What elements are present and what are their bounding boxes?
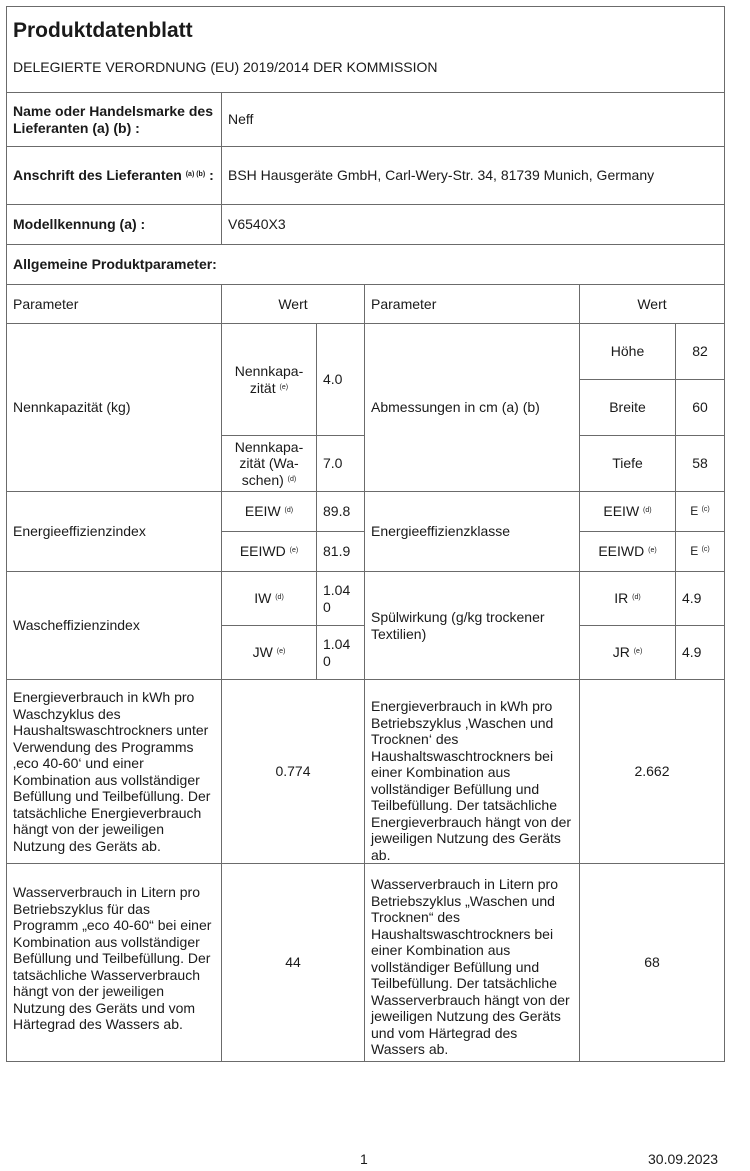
col-header-parameter-left: Parameter: [7, 285, 222, 324]
capacity-sub2-value: 7.0: [317, 436, 365, 492]
col-header-value-right: Wert: [580, 285, 725, 324]
rinsing-label: Spülwirkung (g/kg trockener Textilien): [365, 572, 580, 680]
datasheet-header: [7, 7, 725, 93]
efficiency-class-label: Energieeffizienzklasse: [365, 492, 580, 572]
washing-index-label: Wascheffizienzindex: [7, 572, 222, 680]
supplier-address-label: [7, 147, 222, 205]
col-header-value-left: Wert: [222, 285, 365, 324]
page-number: 1: [360, 1151, 368, 1167]
class-eeiw-sup: (d): [643, 507, 652, 515]
ir-sup: (d): [632, 594, 641, 602]
supplier-name-value: Neff: [222, 93, 725, 147]
jw-label-text: JW: [252, 644, 273, 661]
energy-cycle-value: 2.662: [580, 680, 725, 864]
height-value: 82: [676, 324, 725, 380]
class-eeiw-value: [676, 492, 725, 532]
eeiwd-label-text: EEIWD: [239, 543, 286, 560]
iw-label-text: IW: [254, 590, 272, 607]
energy-cycle-label: Energieverbrauch in kWh pro Betriebszyklus ‚Waschen und Trocknen‘ des Haushaltswaschtrockners bei einer Kombination aus vollständiger Befüllung und Teilbefüllung. Der tatsächliche Energieverbrauch hängt von der jeweiligen Nutzung des Geräts ab.: [365, 680, 580, 864]
capacity-sub2-sup: (d): [287, 475, 297, 483]
jr-sup: (e): [633, 648, 643, 656]
col-header-parameter-right: Parameter: [365, 285, 580, 324]
iw-sup: (d): [275, 594, 284, 602]
capacity-sub1-label: [222, 324, 317, 436]
class-eeiwd-sup: (e): [648, 547, 657, 555]
jw-value: 1.040: [317, 626, 365, 680]
capacity-sub1-sup: (e): [279, 383, 289, 391]
jw-sup: (e): [276, 648, 286, 656]
class-eeiwd-label-text: EEIWD: [598, 543, 645, 560]
jr-label: [580, 626, 676, 680]
eeiwd-sup: (e): [289, 547, 299, 555]
depth-value: 58: [676, 436, 725, 492]
ir-label-text: IR: [614, 590, 629, 607]
eeiw-label-text: EEIW: [244, 503, 281, 520]
ir-label: [580, 572, 676, 626]
eeiwd-label: [222, 532, 317, 572]
general-params-heading: Allgemeine Produktparameter:: [7, 245, 725, 285]
regulation-title: DELEGIERTE VERORDNUNG (EU) 2019/2014 DER KOMMISSION: [13, 58, 438, 75]
water-wash-value: 44: [222, 864, 365, 1062]
energy-wash-label: Energieverbrauch in kWh pro Waschzyklus des Haushaltswaschtrockners unter Verwendung des Programms ‚eco 40-60‘ und einer Kombination aus vollständiger Befüllung und Teilbefüllung. Der tatsächliche Energieverbrauch hängt von der jeweiligen Nutzung des Geräts ab.: [7, 680, 222, 864]
energy-wash-value: 0.774: [222, 680, 365, 864]
capacity-label: Nennkapazität (kg): [7, 324, 222, 492]
product-datasheet-table: [6, 6, 725, 1062]
water-wash-label: Wasserverbrauch in Litern pro Betriebszyklus für das Programm „eco 40-60“ bei einer Kombination aus vollständiger Befüllung und Teilbefüllung. Der tatsächliche Wasserverbrauch hängt von der jeweiligen Nutzung des Geräts und vom Härtegrad des Wassers ab.: [7, 864, 222, 1062]
water-cycle-value: 68: [580, 864, 725, 1062]
class-eeiwd-value: [676, 532, 725, 572]
dimensions-label: Abmessungen in cm (a) (b): [365, 324, 580, 492]
iw-value: 1.040: [317, 572, 365, 626]
supplier-address-sup: (a) (b): [185, 171, 206, 179]
width-label: Breite: [580, 380, 676, 436]
ir-value: 4.9: [676, 572, 725, 626]
eeiwd-value: 81.9: [317, 532, 365, 572]
iw-label: [222, 572, 317, 626]
eeiw-value: 89.8: [317, 492, 365, 532]
class-eeiwd-value-sup: (c): [701, 546, 710, 554]
capacity-sub2-text: Nennkapa-zität (Wa-schen): [234, 438, 304, 488]
page-title: Produktdatenblatt: [13, 19, 193, 42]
height-label: Höhe: [580, 324, 676, 380]
width-value: 60: [676, 380, 725, 436]
eeiw-label: [222, 492, 317, 532]
class-eeiw-label-text: EEIW: [603, 503, 640, 520]
class-eeiw-value-sup: (c): [701, 506, 710, 514]
class-eeiwd-label: [580, 532, 676, 572]
supplier-address-colon: :: [209, 167, 214, 184]
capacity-sub2-label: [222, 436, 317, 492]
supplier-address-label-text: Anschrift des Lieferanten: [13, 167, 182, 184]
efficiency-index-label: Energieeffizienzindex: [7, 492, 222, 572]
depth-label: Tiefe: [580, 436, 676, 492]
jr-label-text: JR: [612, 644, 630, 661]
class-eeiwd-value-text: E: [690, 544, 699, 559]
class-eeiw-label: [580, 492, 676, 532]
supplier-address-value: BSH Hausgeräte GmbH, Carl-Wery-Str. 34, 81739 Munich, Germany: [222, 147, 725, 205]
capacity-sub1-text: Nennkapa-zität: [234, 363, 304, 396]
water-cycle-label: Wasserverbrauch in Litern pro Betriebszyklus „Waschen und Trocknen“ des Haushaltswaschtrockners bei einer Kombination aus vollständiger Befüllung und Teilbefüllung. Der tatsächliche Wasserverbrauch hängt von der jeweiligen Nutzung des Geräts und vom Härtegrad des Wassers ab.: [365, 864, 580, 1062]
eeiw-sup: (d): [284, 507, 294, 515]
jr-value: 4.9: [676, 626, 725, 680]
footer-date: 30.09.2023: [648, 1151, 719, 1167]
capacity-sub1-value: 4.0: [317, 324, 365, 436]
supplier-name-label: Name oder Handelsmarke des Lieferanten (a) (b) :: [7, 93, 222, 147]
jw-label: [222, 626, 317, 680]
model-id-label: Modellkennung (a) :: [7, 205, 222, 245]
model-id-value: V6540X3: [222, 205, 725, 245]
class-eeiw-value-text: E: [690, 504, 699, 519]
